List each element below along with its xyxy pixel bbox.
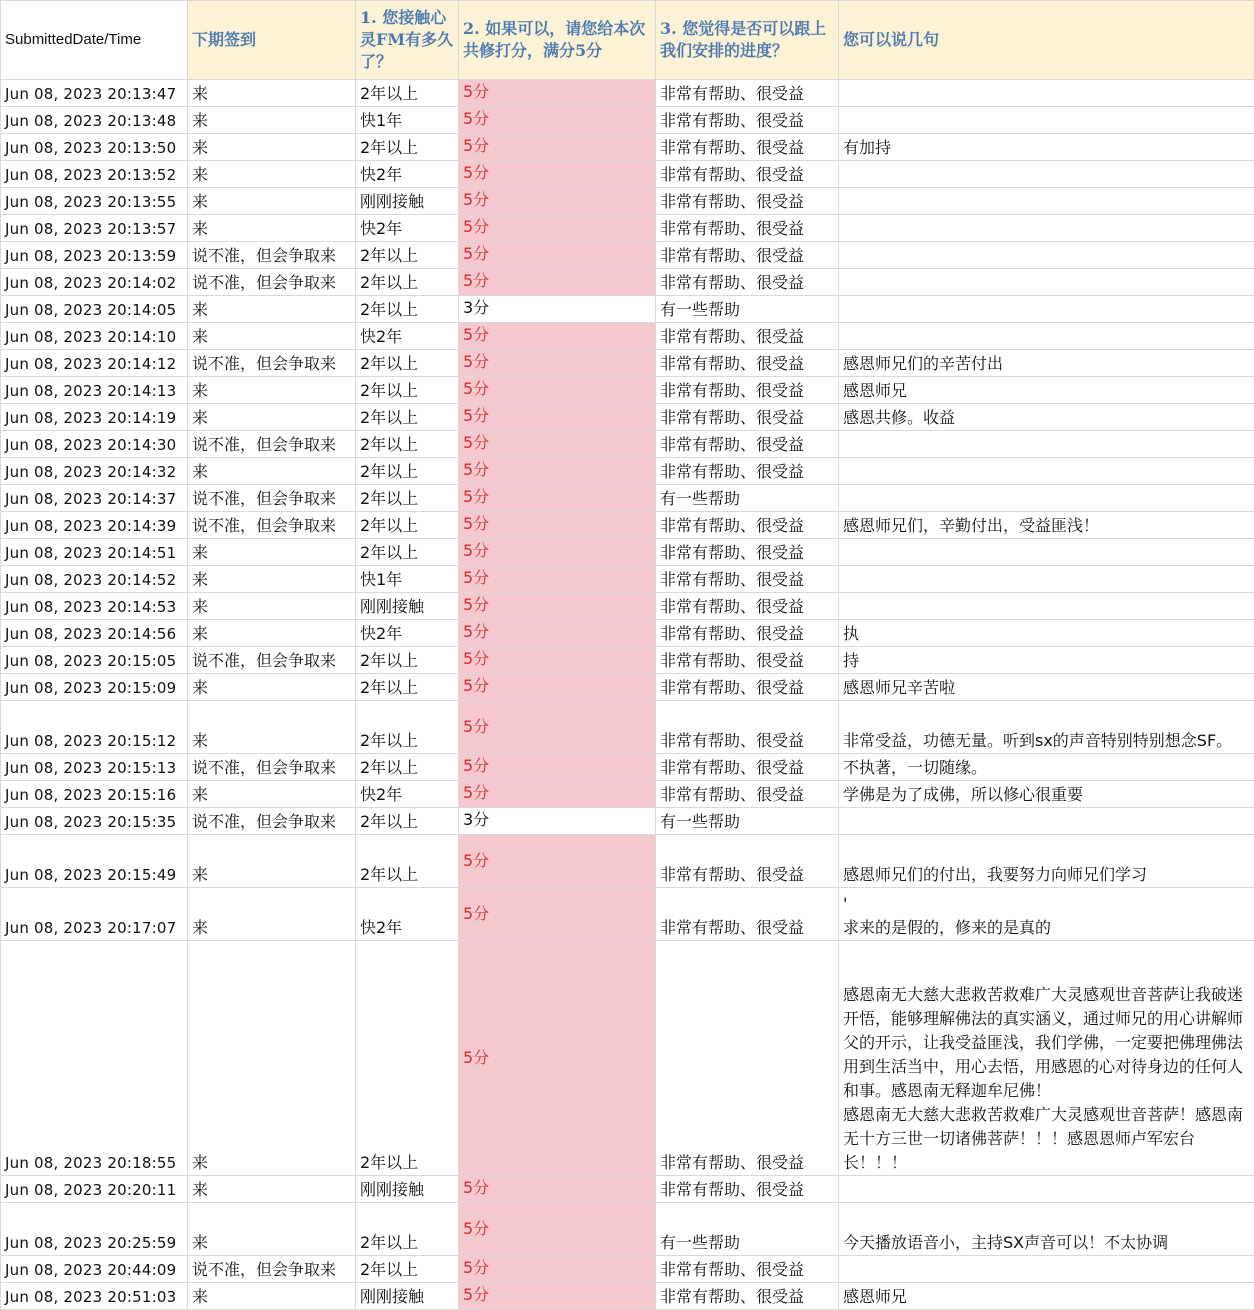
cell-duration[interactable]: 2年以上 — [356, 941, 459, 1176]
cell-score[interactable]: 5分 — [459, 161, 656, 188]
cell-date[interactable]: Jun 08, 2023 20:13:57 — [1, 215, 188, 242]
cell-comment[interactable]: 感恩师兄们，辛勤付出，受益匪浅！ — [839, 512, 1254, 539]
cell-attend[interactable]: 来 — [188, 620, 356, 647]
table-body — [1, 80, 1254, 1310]
cell-duration[interactable]: 2年以上 — [356, 701, 459, 754]
cell-date[interactable]: Jun 08, 2023 20:15:35 — [1, 808, 188, 835]
table-row[interactable] — [1, 296, 1254, 323]
cell-duration[interactable]: 刚刚接触 — [356, 1283, 459, 1310]
cell-comment[interactable] — [839, 323, 1254, 350]
table-row[interactable] — [1, 1203, 1254, 1256]
cell-duration[interactable]: 快2年 — [356, 888, 459, 941]
cell-attend[interactable]: 来 — [188, 941, 356, 1176]
cell-comment[interactable] — [839, 1256, 1254, 1283]
cell-comment[interactable] — [839, 188, 1254, 215]
cell-comment[interactable]: 不执著，一切随缘。 — [839, 754, 1254, 781]
table-row[interactable] — [1, 835, 1254, 888]
cell-attend[interactable]: 来 — [188, 161, 356, 188]
cell-progress[interactable]: 非常有帮助、很受益 — [656, 539, 839, 566]
cell-comment[interactable]: 感恩共修。收益 — [839, 404, 1254, 431]
cell-duration[interactable]: 快2年 — [356, 620, 459, 647]
header-attend[interactable]: 下期签到 — [188, 1, 356, 80]
table-row[interactable] — [1, 888, 1254, 941]
cell-progress[interactable]: 非常有帮助、很受益 — [656, 566, 839, 593]
cell-score[interactable]: 5分 — [459, 620, 656, 647]
cell-score[interactable]: 5分 — [459, 566, 656, 593]
table-row[interactable] — [1, 404, 1254, 431]
table-row[interactable] — [1, 674, 1254, 701]
cell-date[interactable]: Jun 08, 2023 20:14:52 — [1, 566, 188, 593]
cell-duration[interactable]: 2年以上 — [356, 377, 459, 404]
cell-score[interactable]: 5分 — [459, 404, 656, 431]
cell-score[interactable]: 5分 — [459, 242, 656, 269]
cell-duration[interactable]: 2年以上 — [356, 80, 459, 107]
cell-score[interactable]: 5分 — [459, 1283, 656, 1310]
cell-progress[interactable]: 非常有帮助、很受益 — [656, 888, 839, 941]
cell-duration[interactable]: 快2年 — [356, 781, 459, 808]
cell-comment[interactable]: 感恩师兄 — [839, 377, 1254, 404]
cell-progress[interactable]: 非常有帮助、很受益 — [656, 701, 839, 754]
cell-score[interactable]: 5分 — [459, 323, 656, 350]
cell-progress[interactable]: 非常有帮助、很受益 — [656, 781, 839, 808]
cell-attend[interactable]: 来 — [188, 539, 356, 566]
cell-score[interactable]: 5分 — [459, 674, 656, 701]
cell-attend[interactable]: 来 — [188, 107, 356, 134]
cell-attend[interactable]: 来 — [188, 296, 356, 323]
cell-comment[interactable] — [839, 80, 1254, 107]
cell-score[interactable]: 5分 — [459, 350, 656, 377]
cell-date[interactable]: Jun 08, 2023 20:13:48 — [1, 107, 188, 134]
table-row[interactable] — [1, 80, 1254, 107]
cell-progress[interactable]: 非常有帮助、很受益 — [656, 431, 839, 458]
cell-duration[interactable]: 2年以上 — [356, 835, 459, 888]
cell-duration[interactable]: 2年以上 — [356, 674, 459, 701]
cell-date[interactable]: Jun 08, 2023 20:14:53 — [1, 593, 188, 620]
cell-duration[interactable]: 刚刚接触 — [356, 593, 459, 620]
table-row[interactable] — [1, 215, 1254, 242]
cell-date[interactable]: Jun 08, 2023 20:14:10 — [1, 323, 188, 350]
cell-date[interactable]: Jun 08, 2023 20:15:12 — [1, 701, 188, 754]
cell-score[interactable]: 3分 — [459, 808, 656, 835]
cell-comment[interactable]: 持 — [839, 647, 1254, 674]
cell-comment[interactable]: 非常受益，功德无量。听到sx的声音特别特别想念SF。 — [839, 701, 1254, 754]
cell-duration[interactable]: 快2年 — [356, 215, 459, 242]
table-row[interactable] — [1, 458, 1254, 485]
cell-score[interactable]: 5分 — [459, 1176, 656, 1203]
cell-score[interactable]: 5分 — [459, 701, 656, 754]
cell-date[interactable]: Jun 08, 2023 20:25:59 — [1, 1203, 188, 1256]
cell-score[interactable]: 5分 — [459, 754, 656, 781]
cell-score[interactable]: 5分 — [459, 781, 656, 808]
cell-attend[interactable]: 说不准，但会争取来 — [188, 754, 356, 781]
cell-progress[interactable]: 非常有帮助、很受益 — [656, 458, 839, 485]
cell-comment[interactable] — [839, 808, 1254, 835]
cell-score[interactable]: 5分 — [459, 215, 656, 242]
table-row[interactable] — [1, 350, 1254, 377]
table-row[interactable] — [1, 566, 1254, 593]
cell-attend[interactable]: 来 — [188, 188, 356, 215]
cell-progress[interactable]: 非常有帮助、很受益 — [656, 377, 839, 404]
cell-attend[interactable]: 来 — [188, 1283, 356, 1310]
cell-score[interactable]: 5分 — [459, 1203, 656, 1256]
cell-comment[interactable]: 执 — [839, 620, 1254, 647]
cell-date[interactable]: Jun 08, 2023 20:13:50 — [1, 134, 188, 161]
cell-date[interactable]: Jun 08, 2023 20:15:16 — [1, 781, 188, 808]
cell-score[interactable]: 5分 — [459, 80, 656, 107]
cell-progress[interactable]: 非常有帮助、很受益 — [656, 754, 839, 781]
cell-date[interactable]: Jun 08, 2023 20:13:52 — [1, 161, 188, 188]
cell-progress[interactable]: 非常有帮助、很受益 — [656, 269, 839, 296]
cell-comment[interactable]: 感恩师兄们的辛苦付出 — [839, 350, 1254, 377]
cell-date[interactable]: Jun 08, 2023 20:13:55 — [1, 188, 188, 215]
table-row[interactable] — [1, 781, 1254, 808]
header-comment[interactable]: 您可以说几句 — [839, 1, 1254, 80]
cell-duration[interactable]: 刚刚接触 — [356, 188, 459, 215]
cell-date[interactable]: Jun 08, 2023 20:15:09 — [1, 674, 188, 701]
table-row[interactable] — [1, 161, 1254, 188]
cell-date[interactable]: Jun 08, 2023 20:14:05 — [1, 296, 188, 323]
table-row[interactable] — [1, 647, 1254, 674]
cell-comment[interactable] — [839, 431, 1254, 458]
table-row[interactable] — [1, 701, 1254, 754]
cell-comment[interactable]: ' 求来的是假的，修来的是真的 — [839, 888, 1254, 941]
cell-progress[interactable]: 非常有帮助、很受益 — [656, 188, 839, 215]
cell-attend[interactable]: 说不准，但会争取来 — [188, 512, 356, 539]
cell-progress[interactable]: 有一些帮助 — [656, 808, 839, 835]
cell-comment[interactable] — [839, 107, 1254, 134]
table-row[interactable] — [1, 431, 1254, 458]
cell-duration[interactable]: 2年以上 — [356, 458, 459, 485]
cell-date[interactable]: Jun 08, 2023 20:14:13 — [1, 377, 188, 404]
cell-attend[interactable]: 说不准，但会争取来 — [188, 431, 356, 458]
cell-date[interactable]: Jun 08, 2023 20:13:47 — [1, 80, 188, 107]
cell-score[interactable]: 5分 — [459, 888, 656, 941]
table-row[interactable] — [1, 485, 1254, 512]
cell-duration[interactable]: 2年以上 — [356, 647, 459, 674]
cell-duration[interactable]: 刚刚接触 — [356, 1176, 459, 1203]
cell-progress[interactable]: 非常有帮助、很受益 — [656, 1256, 839, 1283]
cell-attend[interactable]: 来 — [188, 377, 356, 404]
cell-date[interactable]: Jun 08, 2023 20:14:39 — [1, 512, 188, 539]
cell-progress[interactable]: 非常有帮助、很受益 — [656, 323, 839, 350]
cell-progress[interactable]: 非常有帮助、很受益 — [656, 242, 839, 269]
cell-date[interactable]: Jun 08, 2023 20:14:19 — [1, 404, 188, 431]
cell-comment[interactable] — [839, 485, 1254, 512]
cell-attend[interactable]: 说不准，但会争取来 — [188, 269, 356, 296]
header-score[interactable]: 2. 如果可以，请您给本次共修打分，满分5分 — [459, 1, 656, 80]
cell-comment[interactable] — [839, 269, 1254, 296]
cell-attend[interactable]: 说不准，但会争取来 — [188, 350, 356, 377]
cell-date[interactable]: Jun 08, 2023 20:14:37 — [1, 485, 188, 512]
table-row[interactable] — [1, 1176, 1254, 1203]
cell-progress[interactable]: 非常有帮助、很受益 — [656, 1283, 839, 1310]
header-progress[interactable]: 3. 您觉得是否可以跟上我们安排的进度？ — [656, 1, 839, 80]
cell-date[interactable]: Jun 08, 2023 20:44:09 — [1, 1256, 188, 1283]
header-duration[interactable]: 1. 您接触心灵FM有多久了？ — [356, 1, 459, 80]
cell-attend[interactable]: 来 — [188, 781, 356, 808]
cell-duration[interactable]: 2年以上 — [356, 242, 459, 269]
cell-progress[interactable]: 非常有帮助、很受益 — [656, 107, 839, 134]
cell-duration[interactable]: 2年以上 — [356, 431, 459, 458]
cell-progress[interactable]: 非常有帮助、很受益 — [656, 647, 839, 674]
cell-duration[interactable]: 2年以上 — [356, 1203, 459, 1256]
cell-attend[interactable]: 来 — [188, 701, 356, 754]
table-row[interactable] — [1, 323, 1254, 350]
cell-date[interactable]: Jun 08, 2023 20:14:56 — [1, 620, 188, 647]
cell-progress[interactable]: 非常有帮助、很受益 — [656, 215, 839, 242]
cell-progress[interactable]: 非常有帮助、很受益 — [656, 134, 839, 161]
cell-progress[interactable]: 非常有帮助、很受益 — [656, 1176, 839, 1203]
cell-progress[interactable]: 非常有帮助、很受益 — [656, 350, 839, 377]
cell-progress[interactable]: 非常有帮助、很受益 — [656, 593, 839, 620]
table-row[interactable] — [1, 188, 1254, 215]
cell-attend[interactable]: 说不准，但会争取来 — [188, 1256, 356, 1283]
cell-comment[interactable] — [839, 296, 1254, 323]
table-row[interactable] — [1, 593, 1254, 620]
cell-progress[interactable]: 非常有帮助、很受益 — [656, 80, 839, 107]
cell-attend[interactable]: 说不准，但会争取来 — [188, 485, 356, 512]
cell-score[interactable]: 5分 — [459, 593, 656, 620]
cell-attend[interactable]: 来 — [188, 458, 356, 485]
cell-duration[interactable]: 2年以上 — [356, 134, 459, 161]
cell-date[interactable]: Jun 08, 2023 20:15:05 — [1, 647, 188, 674]
cell-attend[interactable]: 来 — [188, 888, 356, 941]
cell-duration[interactable]: 2年以上 — [356, 512, 459, 539]
cell-score[interactable]: 5分 — [459, 188, 656, 215]
cell-duration[interactable]: 快2年 — [356, 161, 459, 188]
cell-progress[interactable]: 有一些帮助 — [656, 1203, 839, 1256]
cell-comment[interactable] — [839, 566, 1254, 593]
cell-score[interactable]: 5分 — [459, 377, 656, 404]
table-row[interactable] — [1, 941, 1254, 1176]
cell-progress[interactable]: 有一些帮助 — [656, 485, 839, 512]
cell-comment[interactable] — [839, 215, 1254, 242]
cell-comment[interactable]: 感恩师兄辛苦啦 — [839, 674, 1254, 701]
cell-attend[interactable]: 说不准，但会争取来 — [188, 647, 356, 674]
cell-date[interactable]: Jun 08, 2023 20:14:12 — [1, 350, 188, 377]
header-submitted-date[interactable]: SubmittedDate/Time — [1, 1, 188, 80]
cell-date[interactable]: Jun 08, 2023 20:13:59 — [1, 242, 188, 269]
cell-date[interactable]: Jun 08, 2023 20:14:51 — [1, 539, 188, 566]
cell-duration[interactable]: 2年以上 — [356, 269, 459, 296]
table-row[interactable] — [1, 107, 1254, 134]
cell-attend[interactable]: 来 — [188, 134, 356, 161]
cell-comment[interactable]: 感恩师兄们的付出，我要努力向师兄们学习 — [839, 835, 1254, 888]
cell-progress[interactable]: 非常有帮助、很受益 — [656, 674, 839, 701]
table-row[interactable] — [1, 134, 1254, 161]
cell-score[interactable]: 5分 — [459, 1256, 656, 1283]
cell-score[interactable]: 5分 — [459, 941, 656, 1176]
cell-date[interactable]: Jun 08, 2023 20:15:13 — [1, 754, 188, 781]
cell-attend[interactable]: 说不准，但会争取来 — [188, 808, 356, 835]
cell-score[interactable]: 5分 — [459, 431, 656, 458]
cell-date[interactable]: Jun 08, 2023 20:14:32 — [1, 458, 188, 485]
cell-duration[interactable]: 2年以上 — [356, 296, 459, 323]
cell-progress[interactable]: 非常有帮助、很受益 — [656, 161, 839, 188]
cell-duration[interactable]: 2年以上 — [356, 754, 459, 781]
cell-date[interactable]: Jun 08, 2023 20:14:02 — [1, 269, 188, 296]
cell-attend[interactable]: 来 — [188, 404, 356, 431]
cell-progress[interactable]: 非常有帮助、很受益 — [656, 941, 839, 1176]
cell-comment[interactable] — [839, 593, 1254, 620]
cell-progress[interactable]: 有一些帮助 — [656, 296, 839, 323]
cell-attend[interactable]: 来 — [188, 566, 356, 593]
cell-duration[interactable]: 2年以上 — [356, 350, 459, 377]
table-row[interactable] — [1, 1283, 1254, 1310]
table-row[interactable] — [1, 808, 1254, 835]
cell-progress[interactable]: 非常有帮助、很受益 — [656, 512, 839, 539]
cell-comment[interactable]: 今天播放语音小，主持SX声音可以！不太协调 — [839, 1203, 1254, 1256]
cell-attend[interactable]: 来 — [188, 323, 356, 350]
cell-date[interactable]: Jun 08, 2023 20:17:07 — [1, 888, 188, 941]
cell-duration[interactable]: 快1年 — [356, 566, 459, 593]
table-row[interactable] — [1, 269, 1254, 296]
cell-score[interactable]: 5分 — [459, 647, 656, 674]
cell-score[interactable]: 5分 — [459, 539, 656, 566]
table-row[interactable] — [1, 512, 1254, 539]
cell-duration[interactable]: 2年以上 — [356, 1256, 459, 1283]
cell-attend[interactable]: 来 — [188, 835, 356, 888]
cell-comment[interactable] — [839, 539, 1254, 566]
cell-comment[interactable]: 感恩南无大慈大悲救苦救难广大灵感观世音菩萨让我破迷开悟，能够理解佛法的真实涵义，通过师兄的用心讲解师父的开示，让我受益匪浅，我们学佛，一定要把佛理佛法用到生活当中，用心去悟，用感恩的心对待身边的任何人和事。感恩南无释迦牟尼佛！ 感恩南无大慈大悲救苦救难广大灵感观世音菩萨！感恩南无十方三世一切诸佛菩萨！！！感恩恩师卢军宏台长！！！ — [839, 941, 1254, 1176]
cell-score[interactable]: 5分 — [459, 134, 656, 161]
cell-score[interactable]: 5分 — [459, 107, 656, 134]
cell-progress[interactable]: 非常有帮助、很受益 — [656, 835, 839, 888]
cell-attend[interactable]: 来 — [188, 80, 356, 107]
cell-date[interactable]: Jun 08, 2023 20:18:55 — [1, 941, 188, 1176]
cell-attend[interactable]: 来 — [188, 674, 356, 701]
cell-comment[interactable]: 感恩师兄 — [839, 1283, 1254, 1310]
cell-attend[interactable]: 来 — [188, 215, 356, 242]
cell-score[interactable]: 5分 — [459, 485, 656, 512]
cell-comment[interactable] — [839, 1176, 1254, 1203]
cell-duration[interactable]: 快1年 — [356, 107, 459, 134]
cell-duration[interactable]: 2年以上 — [356, 539, 459, 566]
cell-duration[interactable]: 2年以上 — [356, 808, 459, 835]
cell-duration[interactable]: 2年以上 — [356, 485, 459, 512]
cell-progress[interactable]: 非常有帮助、很受益 — [656, 404, 839, 431]
table-row[interactable] — [1, 539, 1254, 566]
cell-duration[interactable]: 快2年 — [356, 323, 459, 350]
cell-date[interactable]: Jun 08, 2023 20:14:30 — [1, 431, 188, 458]
table-row[interactable] — [1, 754, 1254, 781]
cell-duration[interactable]: 2年以上 — [356, 404, 459, 431]
cell-comment[interactable]: 学佛是为了成佛，所以修心很重要 — [839, 781, 1254, 808]
cell-date[interactable]: Jun 08, 2023 20:15:49 — [1, 835, 188, 888]
cell-date[interactable]: Jun 08, 2023 20:20:11 — [1, 1176, 188, 1203]
cell-attend[interactable]: 说不准，但会争取来 — [188, 242, 356, 269]
cell-score[interactable]: 5分 — [459, 835, 656, 888]
cell-attend[interactable]: 来 — [188, 1176, 356, 1203]
cell-date[interactable]: Jun 08, 2023 20:51:03 — [1, 1283, 188, 1310]
cell-attend[interactable]: 来 — [188, 593, 356, 620]
cell-score[interactable]: 5分 — [459, 512, 656, 539]
cell-comment[interactable] — [839, 242, 1254, 269]
cell-comment[interactable] — [839, 161, 1254, 188]
header-row — [1, 1, 1254, 80]
cell-attend[interactable]: 来 — [188, 1203, 356, 1256]
cell-score[interactable]: 5分 — [459, 269, 656, 296]
cell-score[interactable]: 5分 — [459, 458, 656, 485]
cell-comment[interactable] — [839, 458, 1254, 485]
table-row[interactable] — [1, 377, 1254, 404]
cell-progress[interactable]: 非常有帮助、很受益 — [656, 620, 839, 647]
table-row[interactable] — [1, 242, 1254, 269]
cell-comment[interactable]: 有加持 — [839, 134, 1254, 161]
table-row[interactable] — [1, 620, 1254, 647]
cell-score[interactable]: 3分 — [459, 296, 656, 323]
table-row[interactable] — [1, 1256, 1254, 1283]
